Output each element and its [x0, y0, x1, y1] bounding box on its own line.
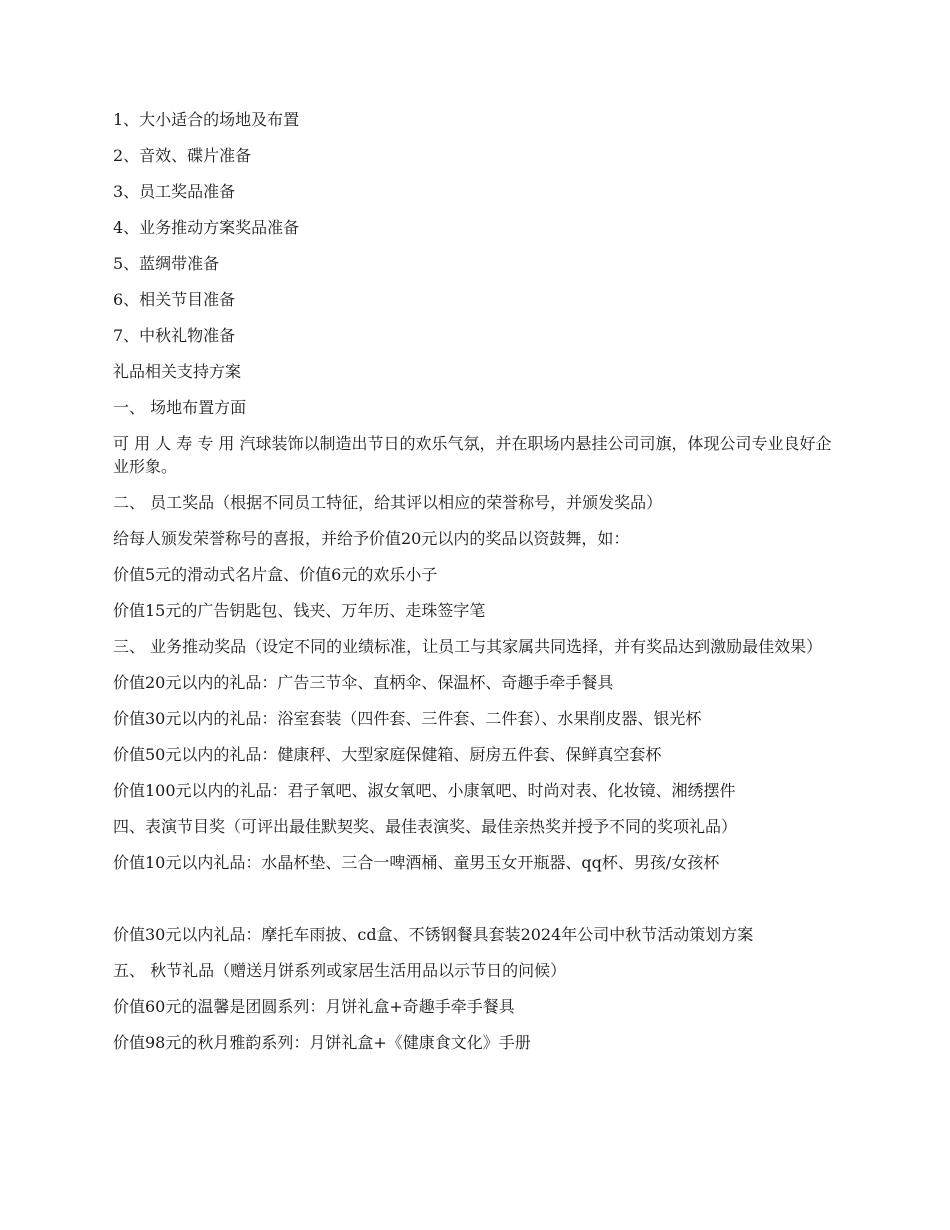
paragraph-venue-description: 可 用 人 寿 专 用 汽球装饰以制造出节日的欢乐气氛，并在职场内悬挂公司司旗，体现公司专业良好企业形象。: [113, 434, 832, 476]
paragraph-prep-business-prizes: 4、业务推动方案奖品准备: [113, 218, 300, 237]
paragraph-business-prize-100: 价值100元以内的礼品：君子氧吧、淑女氧吧、小康氧吧、时尚对表、化妆镜、湘绣摆件: [113, 781, 736, 800]
section-heading-performance-awards: 四、表演节目奖（可评出最佳默契奖、最佳表演奖、最佳亲热奖并授予不同的奖项礼品）: [113, 817, 738, 836]
section-heading-business-prizes: 三、 业务推动奖品（设定不同的业绩标准，让员工与其家属共同选择，并有奖品达到激励最佳效果）: [113, 637, 823, 656]
paragraph-staff-prizes-intro: 给每人颁发荣誉称号的喜报，并给予价值20元以内的奖品以资鼓舞，如：: [113, 529, 630, 548]
paragraph-performance-prize-10: 价值10元以内礼品：水晶杯垫、三合一啤酒桶、童男玉女开瓶器、qq杯、男孩/女孩杯: [113, 853, 720, 872]
paragraph-festival-gift-98: 价值98元的秋月雅韵系列：月饼礼盒+《健康食文化》手册: [113, 1033, 531, 1052]
paragraph-prep-gifts: 7、中秋礼物准备: [113, 326, 236, 345]
document-body: [113, 108, 833, 1067]
paragraph-prep-audio: 2、音效、碟片准备: [113, 146, 252, 165]
paragraph-performance-prize-30: 价值30元以内礼品：摩托车雨披、cd盒、不锈钢餐具套装2024年公司中秋节活动策划方案: [113, 925, 754, 944]
paragraph-staff-prize-tier-2: 价值15元的广告钥匙包、钱夹、万年历、走珠签字笔: [113, 601, 486, 620]
paragraph-business-prize-50: 价值50元以内的礼品：健康秤、大型家庭保健箱、厨房五件套、保鲜真空套杯: [113, 745, 662, 764]
paragraph-prep-programs: 6、相关节目准备: [113, 290, 236, 309]
section-heading-staff-prizes: 二、 员工奖品（根据不同员工特征，给其评以相应的荣誉称号，并颁发奖品）: [113, 493, 663, 512]
paragraph-prep-venue: 1、大小适合的场地及布置: [113, 110, 300, 129]
blank-line: [113, 887, 833, 923]
paragraph-business-prize-20: 价值20元以内的礼品：广告三节伞、直柄伞、保温杯、奇趣手牵手餐具: [113, 673, 614, 692]
section-heading-venue: 一、 场地布置方面: [113, 398, 247, 417]
section-heading-gift-support: 礼品相关支持方案: [113, 362, 242, 381]
paragraph-prep-staff-prizes: 3、员工奖品准备: [113, 182, 236, 201]
section-heading-festival-gifts: 五、 秋节礼品（赠送月饼系列或家居生活用品以示节日的问候）: [113, 961, 567, 980]
paragraph-prep-ribbons: 5、蓝绸带准备: [113, 254, 220, 273]
paragraph-festival-gift-60: 价值60元的温馨是团圆系列：月饼礼盒+奇趣手牵手餐具: [113, 997, 515, 1016]
paragraph-staff-prize-tier-1: 价值5元的滑动式名片盒、价值6元的欢乐小子: [113, 565, 438, 584]
paragraph-business-prize-30: 价值30元以内的礼品：浴室套装（四件套、三件套、二件套）、水果削皮器、银光杯: [113, 709, 702, 728]
